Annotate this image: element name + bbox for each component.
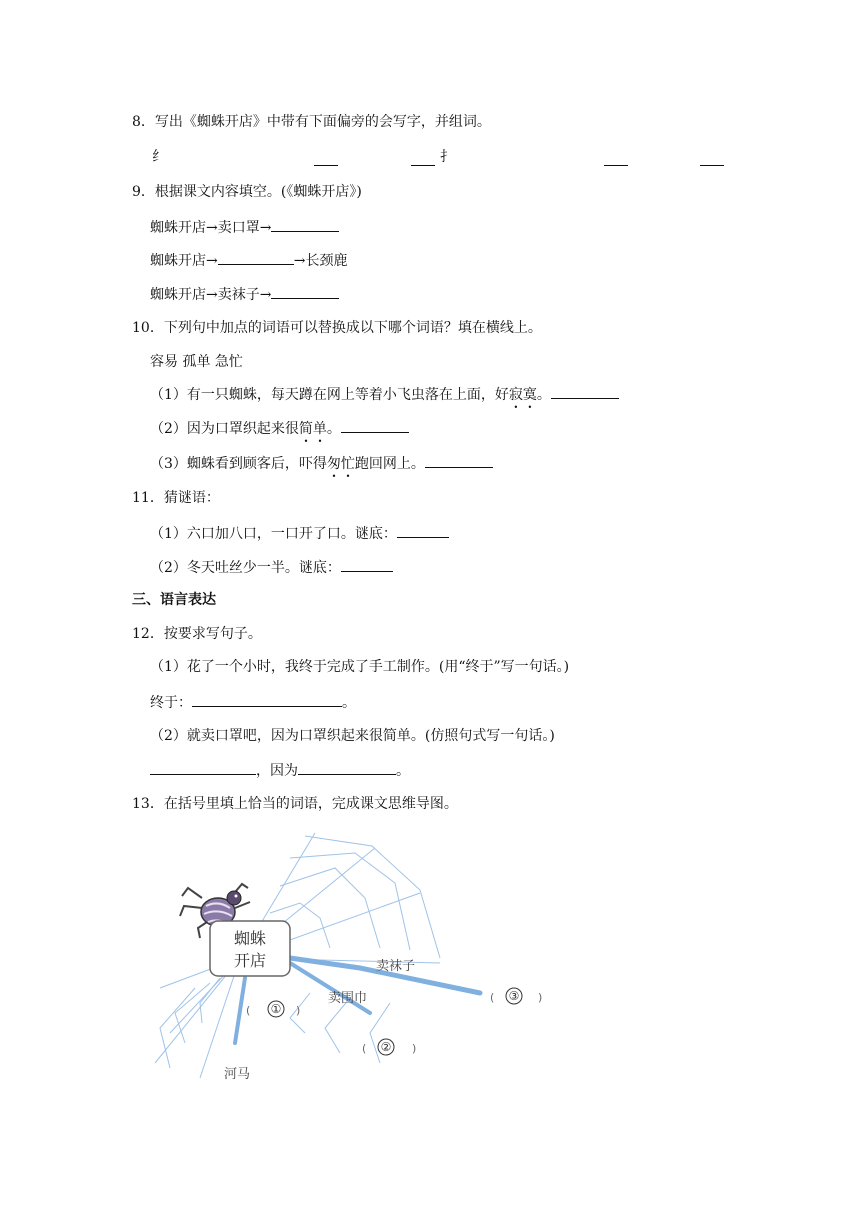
q11-r1-text: （1）六口加八口，一口开了口。谜底： — [150, 526, 397, 542]
q9-row-3-text: 蜘蛛开店→卖袜子→ — [150, 287, 272, 303]
q12-blank-1[interactable] — [192, 692, 342, 707]
dotted-char: 寞 — [522, 387, 537, 403]
q12-part-2: （2）就卖口罩吧，因为口罩织起来很简单。(仿照句式写一句话。) — [150, 728, 555, 744]
paren-open: ( — [362, 1042, 367, 1055]
dotted-char: 简 — [298, 421, 313, 437]
q9-blank-1[interactable] — [271, 217, 339, 232]
q9-prompt: 9．根据课文内容填空。(《蜘蛛开店》) — [132, 184, 362, 200]
branch-label-scarf: 卖围巾 — [328, 991, 368, 1006]
q11-riddle-2 — [150, 557, 393, 578]
branch-label-socks: 卖袜子 — [376, 959, 416, 974]
paren-close: ) — [412, 1042, 417, 1055]
q9-blank-2[interactable] — [218, 250, 294, 265]
q11-blank-2[interactable] — [341, 557, 393, 572]
q10-s1-before: （1）有一只蜘蛛，每天蹲在网上等着小飞虫落在上面，好 — [150, 387, 509, 403]
q12-answer-2 — [150, 760, 410, 781]
q9-row-1-text: 蜘蛛开店→卖口罩→ — [150, 220, 272, 236]
dotted-char: 寂 — [508, 387, 523, 403]
q8-blank-4[interactable] — [700, 151, 724, 166]
q8-radical-shou: 扌 — [440, 149, 454, 165]
blank-number-3: ③ — [508, 989, 520, 1003]
q12-answer-1 — [150, 692, 356, 713]
q10-s3-after: 跑回网上。 — [354, 456, 425, 472]
paren-open: ( — [490, 991, 495, 1004]
dotted-char: 单 — [312, 421, 327, 437]
q8-blank-1[interactable] — [314, 151, 338, 166]
q9-row-1 — [150, 217, 339, 238]
dotted-char: 匆 — [326, 456, 341, 472]
paren-close: ) — [538, 991, 543, 1004]
q10-s3-before: （3）蜘蛛看到顾客后，吓得 — [150, 456, 327, 472]
q10-s2-after: 。 — [326, 421, 341, 437]
q13-prompt: 13．在括号里填上恰当的词语，完成课文思维导图。 — [132, 796, 458, 812]
q12-p2-end: 。 — [396, 763, 410, 779]
q10-blank-2[interactable] — [341, 418, 409, 433]
center-label-line2: 开店 — [233, 951, 267, 970]
q12-prompt: 12．按要求写句子。 — [132, 626, 262, 642]
q8-blank-3[interactable] — [604, 151, 628, 166]
q10-s2-before: （2）因为口罩织起来很 — [150, 421, 299, 437]
q12-p1-end: 。 — [342, 695, 356, 711]
q8-blank-2[interactable] — [411, 151, 435, 166]
q10-s1-after: 。 — [536, 387, 551, 403]
q10-blank-1[interactable] — [551, 384, 619, 399]
q8-prompt: 8．写出《蜘蛛开店》中带有下面偏旁的会写字，并组词。 — [132, 114, 491, 130]
blank-number-1: ① — [270, 1002, 282, 1016]
q12-blank-2[interactable] — [150, 760, 256, 775]
q11-prompt: 11．猜谜语： — [132, 490, 220, 506]
q10-prompt: 10．下列句中加点的词语可以替换成以下哪个词语？填在横线上。 — [132, 320, 542, 336]
q12-p2-mid: ，因为 — [256, 763, 298, 779]
blank-number-2: ② — [380, 1040, 392, 1054]
mindmap-diagram — [140, 828, 570, 1088]
q9-row-2 — [150, 250, 347, 271]
q10-sentence-1 — [150, 384, 619, 405]
q9-row-3 — [150, 284, 339, 305]
q12-part-1: （1）花了一个小时，我终于完成了手工制作。(用“终于”写一句话。) — [150, 659, 570, 675]
q11-blank-1[interactable] — [397, 523, 449, 538]
q10-blank-3[interactable] — [425, 453, 493, 468]
q11-r2-text: （2）冬天吐丝少一半。谜底： — [150, 560, 341, 576]
q10-sentence-2 — [150, 418, 409, 439]
q12-p1-label: 终于： — [150, 695, 192, 711]
branch-label-hippo: 河马 — [224, 1067, 251, 1082]
paren-close: ) — [296, 1004, 301, 1017]
q8-radical-si: 纟 — [152, 149, 166, 165]
dotted-char: 忙 — [340, 456, 355, 472]
q12-blank-3[interactable] — [298, 760, 396, 775]
paren-open: ( — [246, 1004, 251, 1017]
branch-hippo — [235, 978, 245, 1043]
q9-blank-3[interactable] — [271, 284, 339, 299]
q11-riddle-1 — [150, 523, 449, 544]
q9-row-2-prefix: 蜘蛛开店→ — [150, 253, 218, 269]
q9-row-2-suffix: →长颈鹿 — [293, 253, 348, 269]
section-title: 三、语言表达 — [132, 592, 216, 608]
center-label-line1: 蜘蛛 — [233, 929, 267, 948]
q10-options: 容易 孤单 急忙 — [150, 354, 243, 370]
spider-web — [155, 833, 440, 1078]
q10-sentence-3 — [150, 453, 493, 474]
